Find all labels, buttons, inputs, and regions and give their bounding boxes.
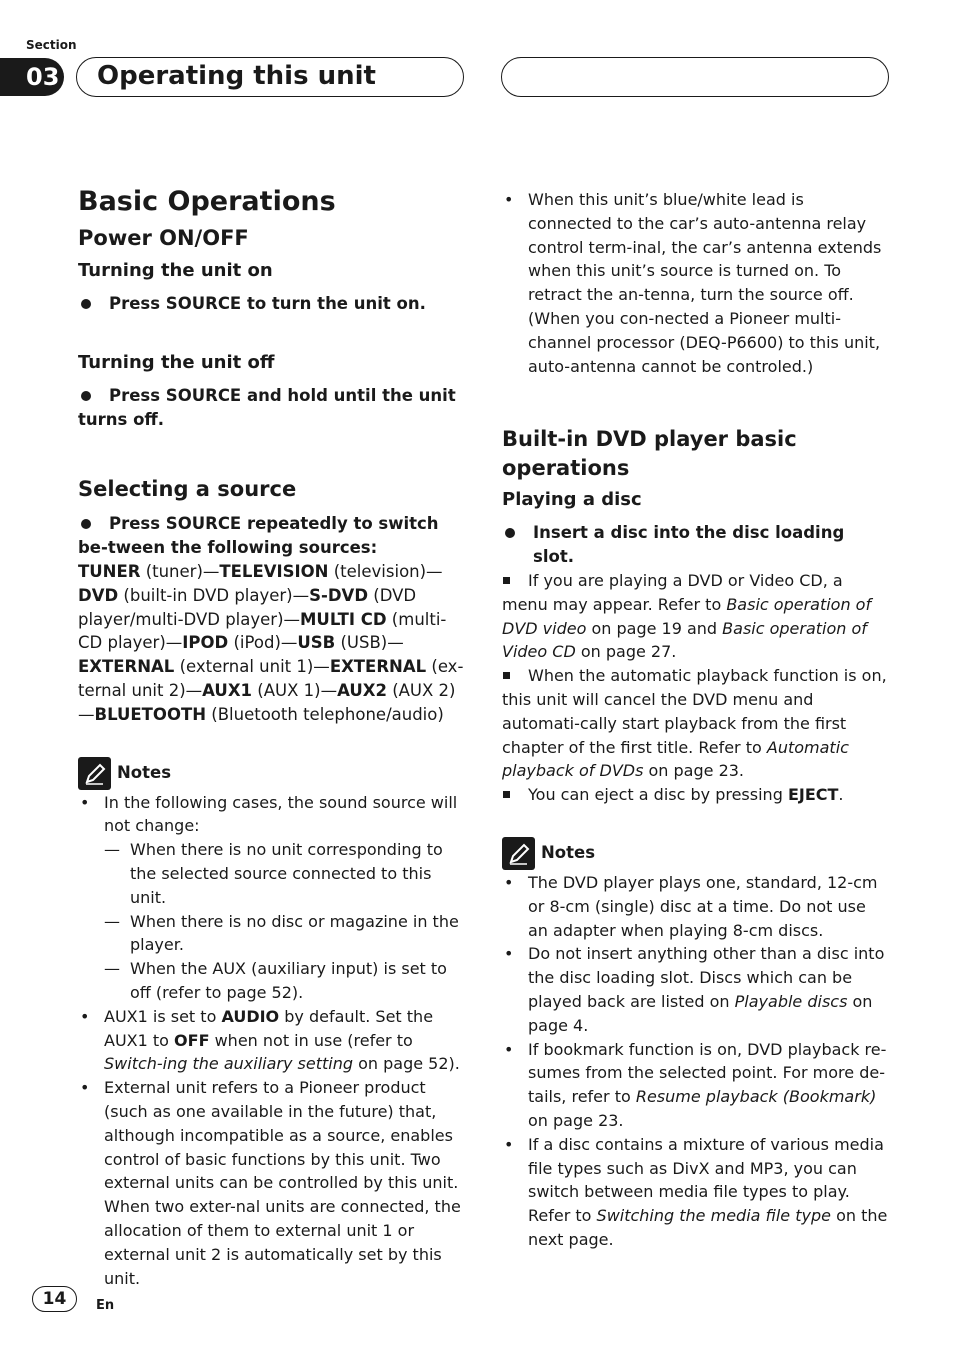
antenna-note: • When this unit’s blue/white lead is connected to the car’s auto-antenna relay control term-inal, the car’s antenna extends when this unit’s source is turned on. To retract the an-tenna, turn the source off. (When you con-nected a Pioneer multi-channel processor (DEQ-P6600) to this unit, auto-antenna cannot be controled.) — [504, 190, 882, 376]
note-item: • If a disc contains a mixture of various media file types such as DivX and MP3, you can switch between media file types to play. Refer to Switching the media file type on the next page. — [504, 1134, 888, 1249]
note-item: • In the following cases, the sound source will not change: — [80, 792, 458, 836]
bullet-dot-icon — [505, 528, 515, 538]
heading-playing-disc: Playing a disc — [502, 489, 642, 511]
step-turn-off: Press SOURCE and hold until the unit turns off. — [78, 385, 456, 429]
step-detail: You can eject a disc by pressing EJECT. — [502, 783, 890, 807]
heading-dvd-basic: Built-in DVD player basic operations — [502, 427, 797, 481]
notes-list — [502, 871, 890, 1252]
bullet-dot-icon — [81, 391, 91, 401]
page-title: Operating this unit — [76, 57, 464, 97]
step-select-source: Press SOURCE repeatedly to switch be-tween the following sources: — [78, 514, 439, 558]
note-pencil-icon — [78, 757, 111, 790]
step-detail: If you are playing a DVD or Video CD, a menu may appear. Refer to Basic operation of DVD video on page 19 and Basic operation of Video CD on page 27. — [502, 570, 872, 662]
right-column — [502, 188, 890, 1252]
note-item: • If bookmark function is on, DVD playback re-sumes from the selected point. For more de-tails, refer to Resume playback (Bookmark) on page 23. — [504, 1039, 887, 1130]
heading-selecting-source: Selecting a source — [78, 477, 297, 502]
note-subitem: — When there is no disc or magazine in the player. — [104, 911, 459, 955]
left-column — [78, 185, 466, 1290]
note-item: • AUX1 is set to AUDIO by default. Set the AUX1 to OFF when not in use (refer to Switch-ing the auxiliary setting on page 52). — [80, 1006, 460, 1074]
section-number-badge: 03 — [0, 58, 64, 96]
step-turn-on: Press SOURCE to turn the unit on. — [78, 292, 466, 316]
heading-turning-on: Turning the unit on — [78, 260, 273, 281]
notes-list — [78, 791, 466, 1291]
bullet-dot-icon — [81, 299, 91, 309]
heading-turning-off: Turning the unit off — [78, 351, 275, 373]
heading-basic-operations: Basic Operations — [78, 186, 336, 217]
note-subitem: — When the AUX (auxiliary input) is set to off (refer to page 52). — [104, 959, 447, 1002]
note-item: • External unit refers to a Pioneer product (such as one available in the future) that, although incompatible as a source, enables control of basic functions by this unit. Two external units can be controlled by this unit. When two exter-nal units are connected, the allocation of them to external unit 1 or external unit 2 is automatically set by this unit. — [80, 1078, 461, 1288]
language-label: En — [96, 1298, 115, 1313]
note-pencil-icon — [502, 837, 535, 870]
header-right-frame — [501, 57, 889, 97]
square-bullet-icon — [503, 577, 510, 584]
step-detail: When the automatic playback function is on, this unit will cancel the DVD menu and automati-cally start playback from the first chapter of the first title. Refer to Automatic playback of DVDs on page 23. — [502, 666, 887, 781]
heading-power-on-off: Power ON/OFF — [78, 226, 249, 250]
step-insert-disc: Insert a disc into the disc loading slot. — [502, 521, 890, 569]
notes-header — [78, 757, 466, 791]
notes-label: Notes — [117, 762, 172, 782]
source-list: TUNER (tuner)—TELEVISION (television)—DVD (built-in DVD player)—S-DVD (DVD player/multi-DVD player)—MULTI CD (multi-CD player)—IPOD (iPod)—USB (USB)—EXTERNAL (external unit 1)—EXTERNAL (ex-ternal unit 2)—AUX1 (AUX 1)—AUX2 (AUX 2) —BLUETOOTH (Bluetooth telephone/audio) — [78, 561, 464, 724]
square-bullet-icon — [503, 791, 510, 798]
note-subitem: — When there is no unit corresponding to the selected source connected to this unit. — [104, 840, 443, 907]
page-number: 14 — [32, 1286, 77, 1312]
notes-header — [502, 837, 890, 871]
square-bullet-icon — [503, 672, 510, 679]
note-item: • The DVD player plays one, standard, 12-cm or 8-cm (single) disc at a time. Do not use an adapter when playing 8-cm discs. — [504, 872, 878, 940]
notes-label: Notes — [541, 842, 596, 862]
note-item: • Do not insert anything other than a disc into the disc loading slot. Discs which can be played back are listed on Playable discs on page 4. — [504, 944, 885, 1035]
section-label: Section — [26, 38, 77, 52]
bullet-dot-icon — [81, 519, 91, 529]
